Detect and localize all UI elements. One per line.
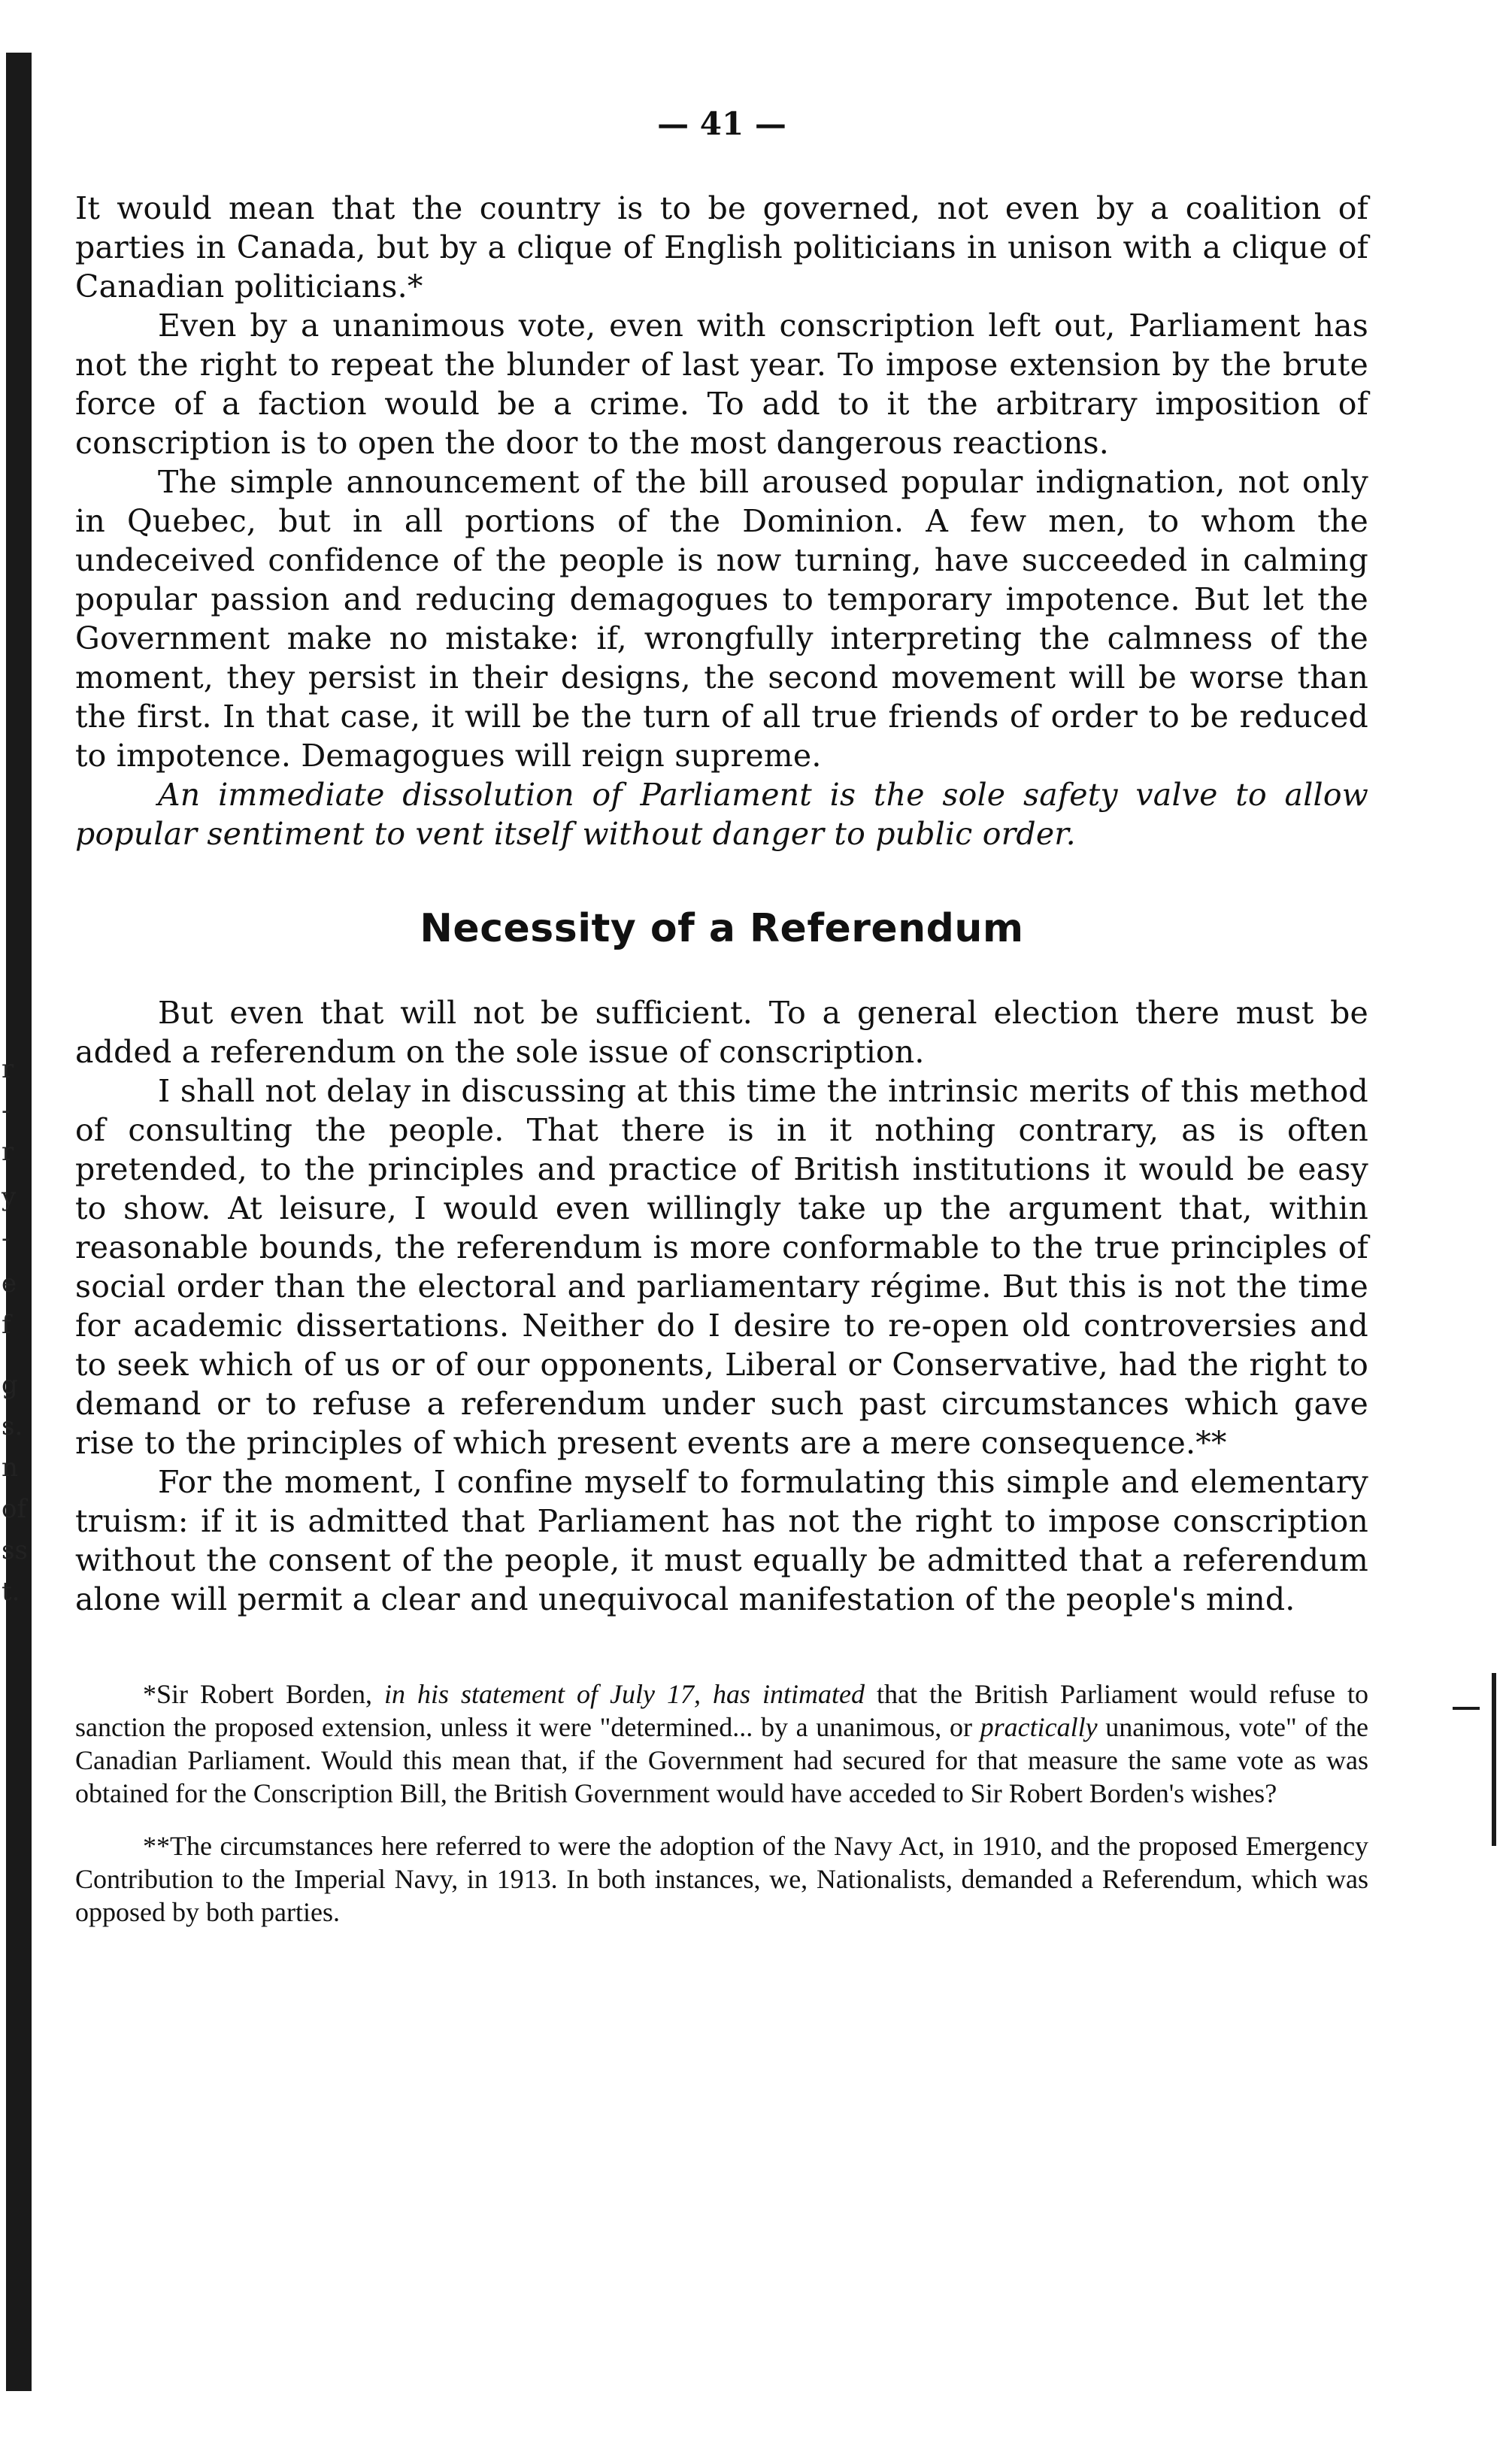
section-heading: Necessity of a Referendum xyxy=(420,906,1024,951)
body-paragraph-italic: An immediate dissolution of Parliament is the sole safety valve to allow popular sentiment to vent itself without danger to public order. xyxy=(75,777,1368,852)
document-page xyxy=(75,105,1368,1948)
body-paragraph: I shall not delay in discussing at this time the intrinsic merits of this method of consulting the people. That there is in it nothing contrary, as is often pretended, to the principles and practice of British institutions it would be easy to show. At leisure, I would even willingly take up the argument that, within reasonable bounds, the referendum is more conformable to the true principles of social order than the electoral and parliamentary régime. But this is not the time for academic dissertations. Neither do I desire to re-open old controversies and to seek which of us or of our opponents, Liberal or Conservative, had the right to demand or to refuse a referendum under such past circumstances which gave rise to the principles of which present events are a mere consequence.** xyxy=(75,1073,1368,1461)
footnote-text: unanimous, vote" of the Canadian Parliament. Would this mean that, if the Government had secured for that measure the same vote as was obtained for the Conscription Bill, the British Government would have acceded to Sir Robert Borden's wishes? xyxy=(75,1712,1368,1808)
margin-glyph: - xyxy=(2,1096,11,1126)
margin-glyph: t. xyxy=(2,1577,20,1607)
margin-glyph: e xyxy=(2,1268,17,1299)
body-paragraph: The simple announcement of the bill aroused popular indignation, not only in Quebec, but in all portions of the Dominion. A few men, to whom the undeceived confidence of the people is now turning, have succeeded in calming popular passion and reducing demagogues to temporary impotence. But let the Government make no mistake: if, wrongfully interpreting the calmness of the moment, they persist in their designs, the second movement will be worse than the first. In that case, it will be the turn of all true friends of order to be reduced to impotence. Demagogues will reign supreme. xyxy=(75,464,1368,774)
footnote-italic-text: in his statement of July 17, has intimated xyxy=(384,1679,865,1709)
page-number: — 41 — xyxy=(657,105,786,142)
footnote-double-asterisk: **The circumstances here referred to were the adoption of the Navy Act, in 1910, and the proposed Emergency Contribution to the Imperial Navy, in 1913. In both instances, we, Nationalists, demanded a Referendum, which was opposed by both parties. xyxy=(75,1831,1368,1927)
margin-glyph: - xyxy=(2,1223,11,1253)
footnote-single-asterisk xyxy=(75,1678,1368,1810)
body-paragraph: It would mean that the country is to be governed, not even by a coalition of parties in Canada, but by a clique of English politicians in unison with a clique of Canadian politicians.* xyxy=(75,190,1368,305)
footnote-text: *Sir Robert Borden, xyxy=(143,1679,385,1709)
margin-glyph: s. xyxy=(2,1411,23,1441)
body-paragraph: For the moment, I confine myself to formulating this simple and elementary truism: if it is admitted that Parliament has not the right to impose conscription without the consent of the people, it must equally be admitted that a referendum alone will permit a clear and unequivocal manifestation of the people's mind. xyxy=(75,1464,1368,1617)
margin-glyph: r xyxy=(2,1137,14,1167)
body-paragraph: Even by a unanimous vote, even with conscription left out, Parliament has not the right to repeat the blunder of last year. To impose extension by the brute force of a faction would be a crime. To add to it the arbitrary imposition of conscription is to open the door to the most dangerous reactions. xyxy=(75,308,1368,461)
margin-glyph: n xyxy=(2,1453,18,1483)
footnote-text: that the British Parliament would refuse to sanction the proposed extension, unless it were "determined... by a unanimous, or xyxy=(75,1679,1368,1742)
body-paragraph: But even that will not be sufficient. To a general election there must be added a referendum on the sole issue of conscription. xyxy=(75,995,1368,1070)
margin-glyph: r xyxy=(2,1054,14,1084)
margin-glyph: g xyxy=(2,1370,18,1400)
scan-edge-dash xyxy=(1453,1707,1480,1710)
scan-edge-mark xyxy=(1492,1673,1496,1846)
footnote-italic-text: practically xyxy=(980,1712,1098,1742)
margin-glyph: f xyxy=(2,1310,11,1340)
binding-edge-shadow xyxy=(6,53,32,2391)
margin-glyph: ss xyxy=(2,1535,28,1565)
margin-glyph: of xyxy=(2,1494,27,1524)
margin-glyph: y xyxy=(2,1182,17,1212)
footnotes xyxy=(75,1678,1368,1929)
